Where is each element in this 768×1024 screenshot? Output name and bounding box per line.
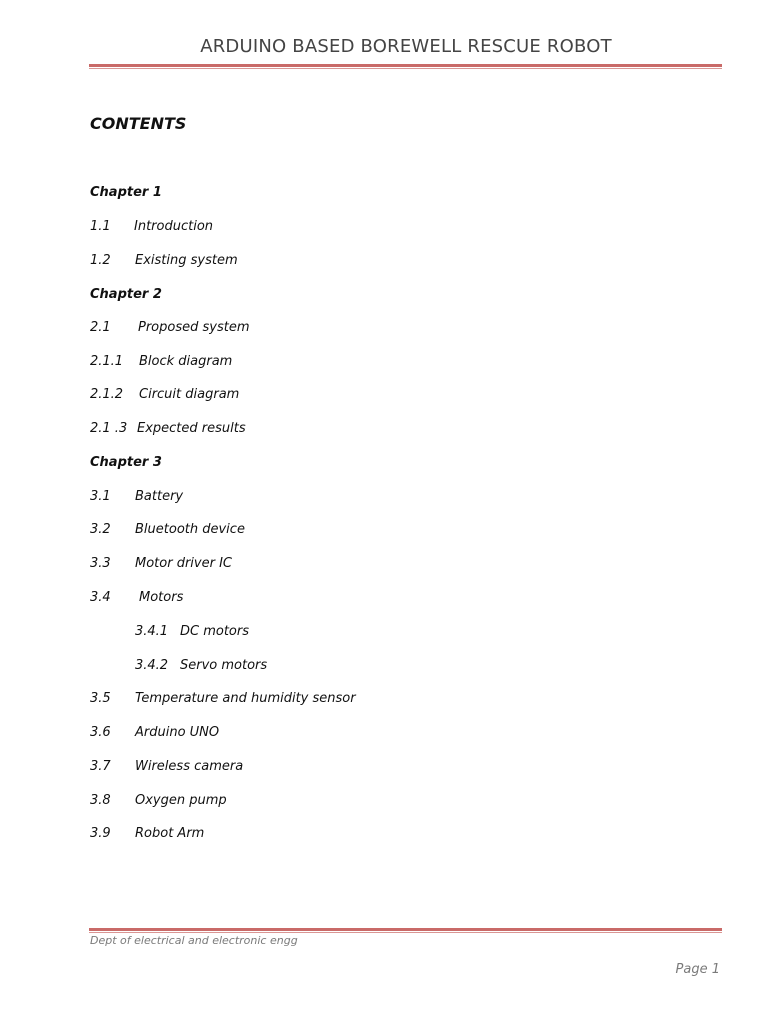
toc-entry-label: Introduction [134,219,214,234]
toc-entry-2-1 [90,318,250,338]
toc-entry-2-1-3 [90,419,246,439]
toc-entry-label: Servo motors [180,658,268,673]
footer-divider [89,928,722,933]
toc-entry-number: 3.4 [90,590,111,605]
toc-entry-label: Proposed system [138,320,250,335]
toc-entry-label: Wireless camera [135,759,244,774]
toc-entry-label: Motors [139,590,184,605]
toc-entry-label: Bluetooth device [135,522,245,537]
toc-entry-1-2 [90,251,238,271]
toc-entry-number: 3.9 [90,826,111,841]
toc-entry-number: 3.8 [90,793,111,808]
toc-subentry-3-4-2 [135,656,268,676]
footer-department: Dept of electrical and electronic engg [90,934,298,947]
toc-entry-number: 2.1.2 [90,387,124,402]
page-number: Page 1 [675,962,720,977]
toc-entry-3-3 [90,554,232,574]
toc-entry-number: 3.3 [90,556,111,571]
toc-chapter-2: Chapter 2 [90,287,162,302]
toc-entry-number: 3.7 [90,759,111,774]
toc-entry-2-1-1 [90,352,233,372]
toc-entry-3-2 [90,520,245,540]
toc-chapter-1: Chapter 1 [90,185,162,200]
toc-entry-label: Oxygen pump [135,793,227,808]
toc-entry-3-4 [90,588,184,608]
toc-subentry-3-4-1 [135,622,250,642]
toc-entry-3-7 [90,757,244,777]
toc-entry-3-6 [90,723,220,743]
toc-entry-3-5 [90,689,356,709]
toc-entry-number: 2.1 .3 [90,421,128,436]
contents-heading: CONTENTS [90,114,187,133]
page-header-title: ARDUINO BASED BOREWELL RESCUE ROBOT [200,36,612,57]
toc-entry-label: Motor driver IC [135,556,232,571]
toc-chapter-3: Chapter 3 [90,455,162,470]
toc-entry-1-1 [90,217,214,237]
toc-entry-3-8 [90,791,227,811]
toc-entry-number: 1.2 [90,253,111,268]
toc-entry-label: DC motors [180,624,250,639]
toc-entry-number: 3.4.1 [135,624,169,639]
toc-entry-3-9 [90,824,205,844]
toc-entry-label: Arduino UNO [135,725,220,740]
toc-entry-number: 3.2 [90,522,111,537]
toc-entry-2-1-2 [90,385,240,405]
toc-entry-number: 3.4.2 [135,658,169,673]
toc-entry-label: Robot Arm [135,826,205,841]
table-of-contents [90,0,710,1024]
toc-entry-label: Battery [135,489,184,504]
toc-entry-number: 2.1 [90,320,111,335]
toc-entry-3-1 [90,487,184,507]
toc-entry-label: Temperature and humidity sensor [135,691,356,706]
toc-entry-label: Circuit diagram [139,387,240,402]
toc-entry-label: Expected results [137,421,246,436]
toc-entry-number: 2.1.1 [90,354,124,369]
toc-entry-label: Existing system [135,253,238,268]
toc-entry-label: Block diagram [139,354,233,369]
toc-entry-number: 1.1 [90,219,111,234]
toc-entry-number: 3.1 [90,489,111,504]
toc-entry-number: 3.5 [90,691,111,706]
toc-entry-number: 3.6 [90,725,111,740]
